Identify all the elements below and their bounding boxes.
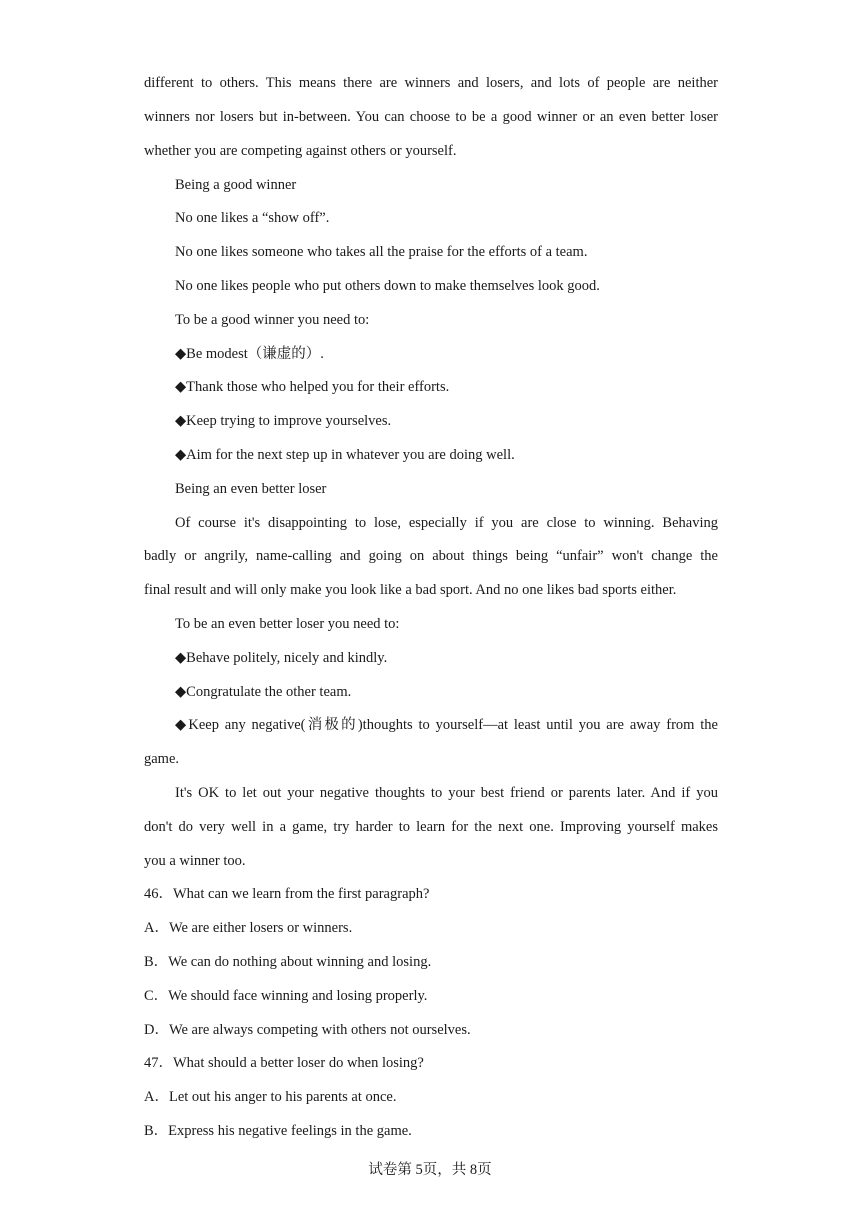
passage-line: Of course it's disappointing to lose, especially if you are close to winning. Behaving	[175, 515, 718, 531]
section-heading: Being an even better loser	[175, 481, 327, 497]
bullet-item: ◆Aim for the next step up in whatever you are doing well.	[175, 447, 515, 463]
passage-line: To be a good winner you need to:	[175, 312, 370, 328]
passage-line: No one likes someone who takes all the praise for the efforts of a team.	[175, 244, 588, 260]
answer-option[interactable]: B．We can do nothing about winning and losing.	[144, 954, 432, 970]
passage-line: No one likes people who put others down to make themselves look good.	[175, 278, 600, 294]
question-stem: 46．What can we learn from the first paragraph?	[144, 886, 430, 902]
passage-line: don't do very well in a game, try harder to learn for the next one. Improving yourself makes	[144, 819, 718, 835]
passage-line: different to others. This means there are winners and losers, and lots of people are neither	[144, 75, 718, 91]
answer-option[interactable]: B．Express his negative feelings in the game.	[144, 1123, 412, 1139]
passage-line: It's OK to let out your negative thoughts to your best friend or parents later. And if you	[175, 785, 718, 801]
answer-option[interactable]: D．We are always competing with others not ourselves.	[144, 1022, 471, 1038]
passage-line: whether you are competing against others or yourself.	[144, 143, 457, 159]
bullet-item: ◆Behave politely, nicely and kindly.	[175, 650, 388, 666]
bullet-item: ◆Congratulate the other team.	[175, 684, 352, 700]
answer-option[interactable]: A．We are either losers or winners.	[144, 920, 353, 936]
page-footer: 试卷第 5页，共 8页	[368, 1162, 492, 1178]
passage-line: you a winner too.	[144, 853, 246, 869]
bullet-item: ◆Keep trying to improve yourselves.	[175, 413, 392, 429]
answer-option[interactable]: C．We should face winning and losing properly.	[144, 988, 428, 1004]
passage-line: winners nor losers but in-between. You can choose to be a good winner or an even better loser	[144, 109, 718, 125]
bullet-item: ◆Thank those who helped you for their efforts.	[175, 379, 450, 395]
passage-line: game.	[144, 751, 180, 767]
bullet-item: ◆Be modest（谦虚的）.	[175, 346, 324, 362]
answer-option[interactable]: A．Let out his anger to his parents at once.	[144, 1089, 397, 1105]
passage-line: To be an even better loser you need to:	[175, 616, 400, 632]
passage-line: No one likes a “show off”.	[175, 210, 330, 226]
passage-line: badly or angrily, name-calling and going on about things being “unfair” won't change the	[144, 548, 718, 564]
bullet-item: ◆Keep any negative(消极的)thoughts to yourself—at least until you are away from the	[175, 717, 718, 733]
section-heading: Being a good winner	[175, 177, 297, 193]
question-stem: 47．What should a better loser do when losing?	[144, 1055, 424, 1071]
passage-line: final result and will only make you look like a bad sport. And no one likes bad sports either.	[144, 582, 677, 598]
